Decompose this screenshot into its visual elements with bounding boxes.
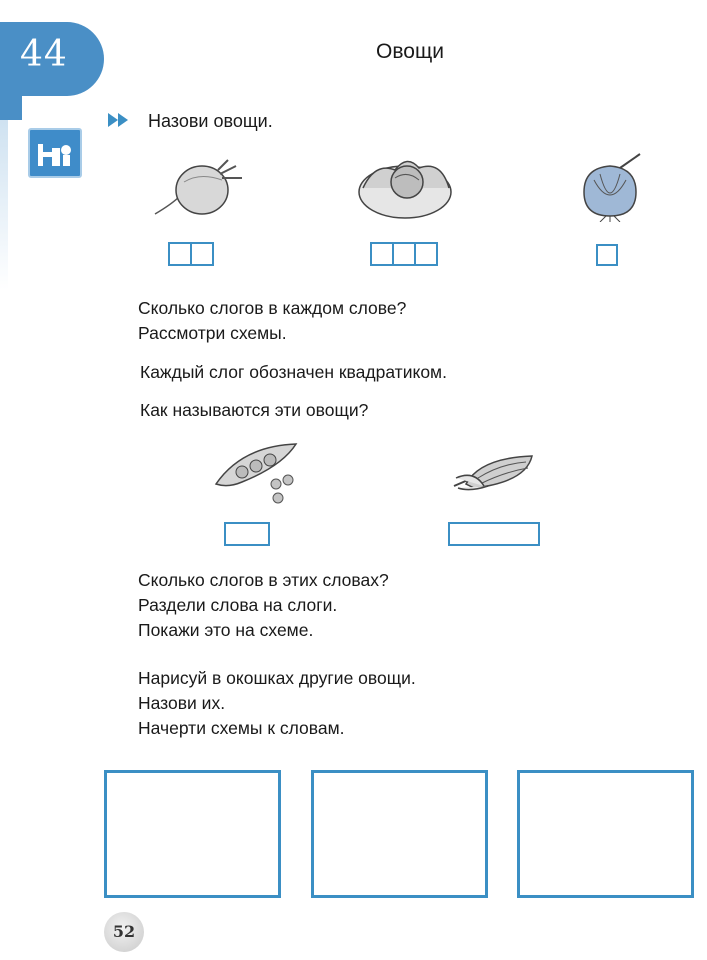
- question-block-3: [138, 666, 416, 741]
- onion-icon: [570, 150, 650, 227]
- syllable-box: [414, 242, 438, 266]
- drawing-window-3[interactable]: [517, 770, 694, 898]
- page-number: 52: [112, 922, 136, 941]
- text-line: Рассмотри схемы.: [138, 323, 287, 343]
- syllable-box: [596, 244, 618, 266]
- text-line: Нарисуй в окошках другие овощи.: [138, 668, 416, 688]
- text-line: Как называются эти овощи?: [140, 400, 369, 420]
- text-line: Начерти схемы к словам.: [138, 718, 345, 738]
- word-scheme-corn: [448, 522, 540, 546]
- syllable-box: [190, 242, 214, 266]
- peas-icon: [212, 436, 302, 511]
- syllable-box: [168, 242, 192, 266]
- text-line: Раздели слова на слоги.: [138, 595, 338, 615]
- question-block-2: [138, 568, 389, 643]
- syllable-scheme-radish: [168, 242, 214, 266]
- text-line: Сколько слогов в каждом слове?: [138, 298, 407, 318]
- speaking-task-icon: [28, 128, 82, 178]
- text-line: Назови их.: [138, 693, 226, 713]
- question-block-1: [138, 296, 406, 346]
- radish-icon: [150, 152, 250, 227]
- syllable-scheme-onion: [596, 244, 618, 266]
- word-scheme-peas: [224, 522, 270, 546]
- text-line: Каждый слог обозначен квадратиком.: [140, 362, 447, 382]
- drawing-window-1[interactable]: [104, 770, 281, 898]
- text-line: Сколько слогов в этих словах?: [138, 570, 389, 590]
- side-strip: [0, 120, 8, 290]
- double-arrow-icon: [106, 110, 132, 135]
- lesson-number: 44: [20, 34, 68, 75]
- cabbage-icon: [355, 148, 455, 229]
- page-title: Овощи: [376, 40, 444, 63]
- syllable-box: [370, 242, 394, 266]
- drawing-window-2[interactable]: [311, 770, 488, 898]
- syllable-scheme-cabbage: [370, 242, 438, 266]
- syllable-box: [392, 242, 416, 266]
- text-line: Покажи это на схеме.: [138, 620, 314, 640]
- task-instruction: Назови овощи.: [148, 111, 273, 131]
- corn-icon: [450, 448, 540, 501]
